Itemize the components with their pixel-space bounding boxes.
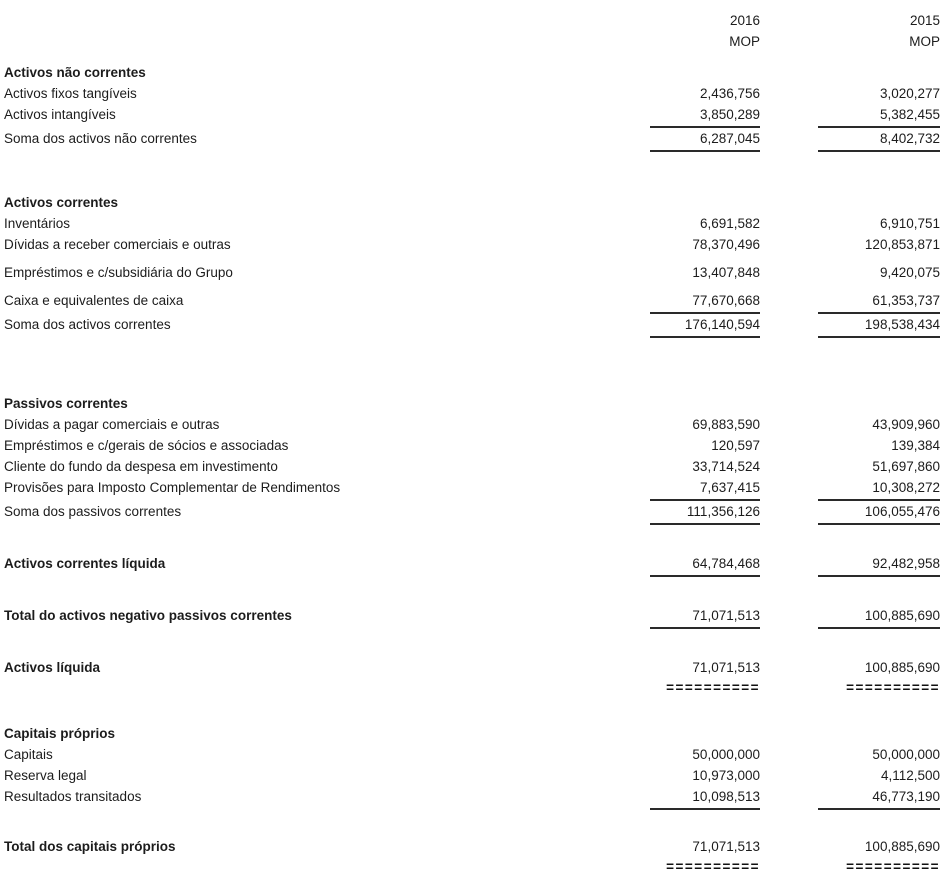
table-row — [4, 456, 940, 477]
value-2016: 50,000,000 — [692, 747, 760, 762]
column-header-year-2015: 2015 — [909, 13, 940, 28]
header-row-currency — [4, 31, 940, 52]
column-header-currency-2016: MOP — [729, 34, 760, 49]
value-2016: 6,287,045 — [610, 128, 760, 152]
value-2016: 78,370,496 — [692, 237, 760, 252]
row-label: Dívidas a receber comerciais e outras — [4, 237, 231, 252]
row-label: Capitais próprios — [4, 726, 116, 741]
row-label: Provisões para Imposto Complementar de Rendimentos — [4, 480, 341, 495]
value-2016 — [610, 680, 760, 695]
value-2015: 100,885,690 — [790, 605, 940, 629]
table-row — [4, 83, 940, 104]
value-2016: 69,883,590 — [692, 417, 760, 432]
table-row — [4, 836, 940, 857]
row-label: Resultados transitados — [4, 789, 142, 804]
value-2016: 77,670,668 — [610, 290, 760, 314]
table-row — [4, 477, 940, 501]
table-row — [4, 314, 940, 338]
value-2015: 43,909,960 — [872, 417, 940, 432]
table-row — [4, 128, 940, 152]
value-2016: 13,407,848 — [692, 265, 760, 280]
row-label: Cliente do fundo da despesa em investimento — [4, 459, 278, 474]
table-row — [4, 393, 940, 414]
value-2015: 51,697,860 — [872, 459, 940, 474]
value-2015: 46,773,190 — [790, 786, 940, 810]
row-label: Reserva legal — [4, 768, 87, 783]
value-2016: 120,597 — [711, 438, 760, 453]
value-2015 — [790, 680, 940, 695]
table-row — [4, 786, 940, 810]
value-2016: 71,071,513 — [610, 605, 760, 629]
column-header-currency-2015: MOP — [909, 34, 940, 49]
row-label: Dívidas a pagar comerciais e outras — [4, 417, 220, 432]
table-row — [4, 501, 940, 525]
column-header-year-2016: 2016 — [729, 13, 760, 28]
value-2015: 100,885,690 — [864, 660, 940, 675]
value-2015: 100,885,690 — [864, 839, 940, 854]
value-2016: 111,356,126 — [610, 501, 760, 525]
value-2015: 9,420,075 — [879, 265, 940, 280]
row-label: Activos líquida — [4, 660, 101, 675]
double-rule: ========== — [846, 680, 940, 695]
value-2016: 7,637,415 — [610, 477, 760, 501]
table-row — [4, 765, 940, 786]
value-2015: 120,853,871 — [864, 237, 940, 252]
double-rule: ========== — [666, 680, 760, 695]
table-row — [4, 262, 940, 283]
row-label: Empréstimos e c/gerais de sócios e associadas — [4, 438, 289, 453]
value-2015: 3,020,277 — [879, 86, 940, 101]
table-row — [4, 213, 940, 234]
table-row — [4, 605, 940, 629]
value-2016: 33,714,524 — [692, 459, 760, 474]
value-2015: 139,384 — [891, 438, 940, 453]
table-body — [4, 62, 940, 874]
row-label: Soma dos activos não correntes — [4, 131, 197, 146]
value-2015: 6,910,751 — [879, 216, 940, 231]
value-2015: 92,482,958 — [790, 553, 940, 577]
table-row — [4, 104, 940, 128]
row-label: Empréstimos e c/subsidiária do Grupo — [4, 265, 233, 280]
table-row — [4, 723, 940, 744]
table-row — [4, 234, 940, 255]
table-row — [4, 290, 940, 314]
row-label: Total do activos negativo passivos correntes — [4, 608, 292, 623]
table-row — [4, 744, 940, 765]
row-label: Inventários — [4, 216, 71, 231]
row-label: Activos correntes — [4, 195, 119, 210]
row-label: Capitais — [4, 747, 53, 762]
value-2015: 61,353,737 — [790, 290, 940, 314]
value-2016: 10,098,513 — [610, 786, 760, 810]
value-2015: 198,538,434 — [790, 314, 940, 338]
value-2016: 176,140,594 — [610, 314, 760, 338]
header-row-years — [4, 10, 940, 31]
double-rule: ========== — [666, 859, 760, 874]
double-rule: ========== — [846, 859, 940, 874]
row-label: Soma dos passivos correntes — [4, 504, 182, 519]
row-label: Activos fixos tangíveis — [4, 86, 137, 101]
value-2016: 10,973,000 — [692, 768, 760, 783]
row-label: Activos não correntes — [4, 65, 146, 80]
value-2016: 64,784,468 — [610, 553, 760, 577]
row-label: Activos intangíveis — [4, 107, 116, 122]
row-label: Passivos correntes — [4, 396, 128, 411]
value-2015: 4,112,500 — [880, 768, 940, 783]
row-label: Caixa e equivalentes de caixa — [4, 293, 184, 308]
value-2015: 8,402,732 — [790, 128, 940, 152]
row-label: Soma dos activos correntes — [4, 317, 171, 332]
table-row — [4, 553, 940, 577]
row-label: Activos correntes líquida — [4, 556, 166, 571]
value-2015: 50,000,000 — [872, 747, 940, 762]
value-2016: 6,691,582 — [699, 216, 760, 231]
table-row — [4, 192, 940, 213]
value-2016: 3,850,289 — [610, 104, 760, 128]
value-2016: 71,071,513 — [692, 660, 760, 675]
value-2015: 10,308,272 — [790, 477, 940, 501]
double-rule-row — [4, 859, 940, 874]
value-2016 — [610, 859, 760, 874]
value-2015: 106,055,476 — [790, 501, 940, 525]
table-row — [4, 62, 940, 83]
value-2016: 2,436,756 — [699, 86, 760, 101]
table-row — [4, 414, 940, 435]
value-2015 — [790, 859, 940, 874]
value-2016: 71,071,513 — [692, 839, 760, 854]
double-rule-row — [4, 680, 940, 695]
table-row — [4, 657, 940, 678]
row-label: Total dos capitais próprios — [4, 839, 176, 854]
value-2015: 5,382,455 — [790, 104, 940, 128]
table-row — [4, 435, 940, 456]
